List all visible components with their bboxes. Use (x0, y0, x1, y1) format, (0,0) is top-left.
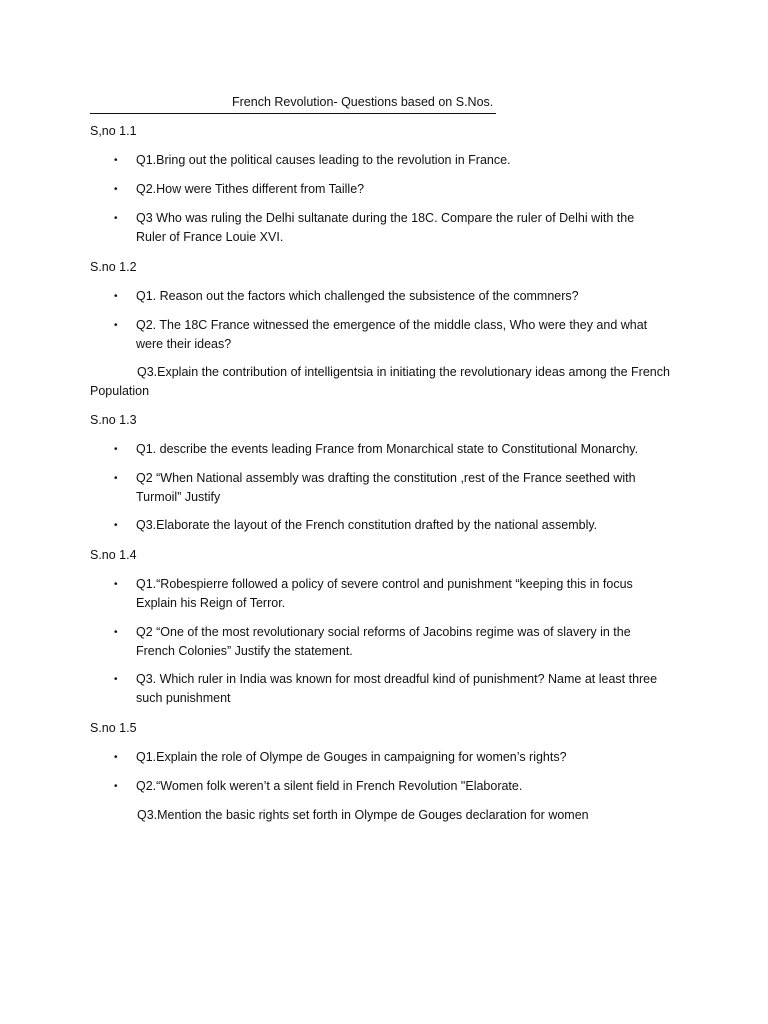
bullet-icon: • (114, 579, 118, 590)
bullet-icon: • (114, 473, 118, 484)
question-text: Q3 Who was ruling the Delhi sultanate during the 18C. Compare the ruler of Delhi with the Ruler of France Louie XVI. (136, 211, 635, 244)
bullet-icon: • (114, 627, 118, 638)
question-text: Q3.Elaborate the layout of the French constitution drafted by the national assembly. (136, 518, 598, 532)
bullet-icon: • (114, 291, 118, 302)
document-title: French Revolution- Questions based on S.Nos. (232, 95, 494, 109)
bullet-icon: • (114, 752, 118, 763)
bullet-icon: • (114, 674, 118, 685)
question-text: Q3.Mention the basic rights set forth in Olympe de Gouges declaration for women (137, 808, 589, 822)
question-text: Q1.Explain the role of Olympe de Gouges in campaigning for women’s rights? (136, 750, 567, 764)
section-heading-1-2: S.no 1.2 (90, 260, 137, 274)
question-text: Q2.How were Tithes different from Taille? (136, 182, 365, 196)
bullet-icon: • (114, 320, 118, 331)
question-paragraph (90, 363, 670, 401)
bullet-icon: • (114, 155, 118, 166)
question-text: Q2.“Women folk weren’t a silent field in French Revolution "Elaborate. (136, 779, 523, 793)
question-text: Q2 “One of the most revolutionary social reforms of Jacobins regime was of slavery in the French Colonies” Justify the statement. (136, 625, 631, 658)
question-text: Q1.Bring out the political causes leading to the revolution in France. (136, 153, 511, 167)
section-heading-1-3: S.no 1.3 (90, 413, 137, 427)
section-heading-1-5: S.no 1.5 (90, 721, 137, 735)
question-text: Q1. describe the events leading France from Monarchical state to Constitutional Monarchy. (136, 442, 639, 456)
bullet-icon: • (114, 184, 118, 195)
bullet-icon: • (114, 781, 118, 792)
question-text: Q1.“Robespierre followed a policy of severe control and punishment “keeping this in focus Explain his Reign of Terror. (136, 577, 633, 610)
question-text: Q2. The 18C France witnessed the emergence of the middle class, Who were they and what were their ideas? (136, 318, 648, 351)
question-text: Q3.Explain the contribution of intelligentsia in initiating the revolutionary ideas among the French Population (90, 365, 670, 398)
question-text: Q1. Reason out the factors which challenged the subsistence of the commners? (136, 289, 579, 303)
bullet-icon: • (114, 444, 118, 455)
section-heading-1-4: S.no 1.4 (90, 548, 137, 562)
bullet-icon: • (114, 213, 118, 224)
bullet-icon: • (114, 520, 118, 531)
question-text: Q2 “When National assembly was drafting the constitution ,rest of the France seethed with Turmoil” Justify (136, 471, 636, 504)
section-heading-1-1: S,no 1.1 (90, 124, 137, 138)
question-text: Q3. Which ruler in India was known for most dreadful kind of punishment? Name at least three such punishment (136, 672, 658, 705)
question-paragraph (90, 806, 670, 825)
